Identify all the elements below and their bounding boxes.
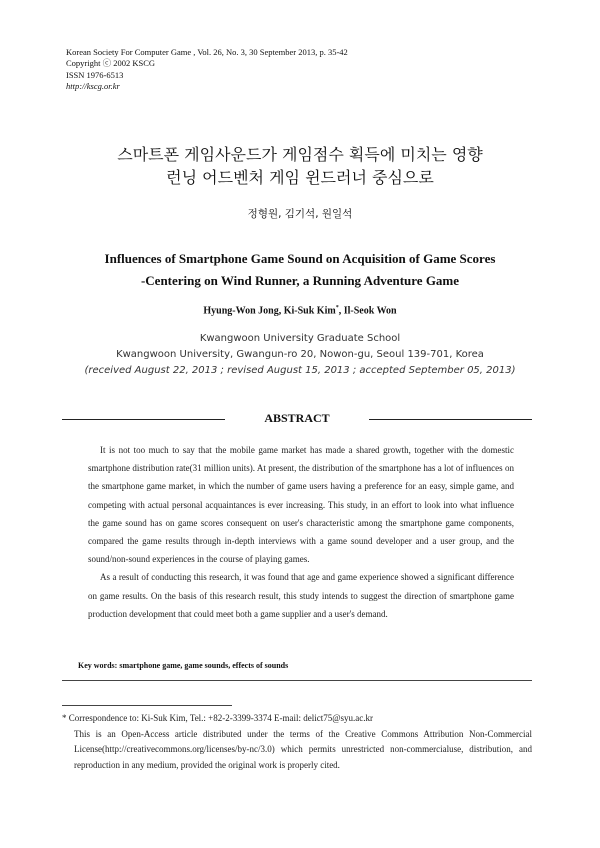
- korean-authors: 정형원, 김기석, 원일석: [247, 208, 353, 220]
- footnote: [62, 711, 532, 773]
- english-title-line2: -Centering on Wind Runner, a Running Adventure Game: [140, 273, 460, 288]
- abstract-heading-row: [62, 411, 532, 429]
- affiliation: [0, 331, 600, 379]
- journal-meta: [66, 47, 348, 93]
- english-authors: [0, 305, 600, 316]
- keywords-rule: [62, 680, 532, 681]
- abstract-paragraph-2: As a result of conducting this research, it was found that age and game experience showed a significant difference on game results. On the basis of this research result, this study intends to suggest the direction of smartphone game production development that could meet both a game supplier and a user's demand.: [88, 572, 514, 619]
- author-3: , Il-Seok Won: [338, 305, 397, 317]
- korean-title-line1: 스마트폰 게임사운드가 게임점수 획득에 미치는 영향: [117, 145, 483, 164]
- abstract-paragraph-1: It is not too much to say that the mobile game market has made a shared growth, together with the domestic smartphone distribution rate(31 million units). At present, the distribution of the smartphone has a lot of influences on the smartphone game market, in which the number of game users having a preference for an easy, simple game, and competing with actual personal acquaintances is ever increasing. This study, in an effort to look into what influence the game sound has on game scores consequent on user's characteristic among the smartphone game components, compared the game results through in-depth interviews with a game sound developer and a user group, and the sound/non-sound experiences in the course of playing games.: [88, 445, 514, 565]
- english-title: [0, 248, 600, 292]
- corresponding-author-mark: *: [335, 305, 339, 311]
- footnote-license: This is an Open-Access article distributed under the terms of the Creative Commons Attribution Non-Commercial License(http://creativecommons.org/licenses/by-nc/3.0) which permits unrestricted non-commercialuse, distribution, and reproduction in any medium, provided the original work is properly cited.: [74, 728, 532, 770]
- affiliation-address: Kwangwoon University, Gwangun-ro 20, Nowon-gu, Seoul 139-701, Korea: [116, 349, 484, 360]
- author-1: Hyung-Won Jong,: [203, 305, 282, 317]
- abstract-heading: ABSTRACT: [264, 411, 330, 425]
- keywords: Key words: smartphone game, game sounds, effects of sounds: [78, 661, 289, 670]
- journal-copyright: Copyright ⓒ 2002 KSCG: [66, 58, 156, 69]
- korean-title-line2: 런닝 어드벤처 게임 윈드러너 중심으로: [166, 168, 434, 187]
- english-title-line1: Influences of Smartphone Game Sound on Acquisition of Game Scores: [104, 251, 496, 266]
- abstract-rule-right: [369, 419, 532, 420]
- journal-citation: Korean Society For Computer Game , Vol. 26, No. 3, 30 September 2013, p. 35-42: [66, 47, 348, 57]
- footnote-correspondence: * Correspondence to: Ki-Suk Kim, Tel.: +82-2-3399-3374 E-mail: delict75@syu.ac.kr: [62, 713, 374, 723]
- journal-url[interactable]: http://kscg.or.kr: [66, 81, 120, 92]
- footnote-rule: [62, 705, 232, 706]
- affiliation-school: Kwangwoon University Graduate School: [199, 333, 401, 344]
- journal-issn: ISSN 1976-6513: [66, 69, 124, 80]
- author-2: Ki-Suk Kim: [283, 305, 336, 317]
- abstract-body: [88, 441, 514, 623]
- submission-dates: (received August 22, 2013 ; revised August 15, 2013 ; accepted September 05, 2013): [84, 365, 516, 376]
- korean-title: [0, 143, 600, 189]
